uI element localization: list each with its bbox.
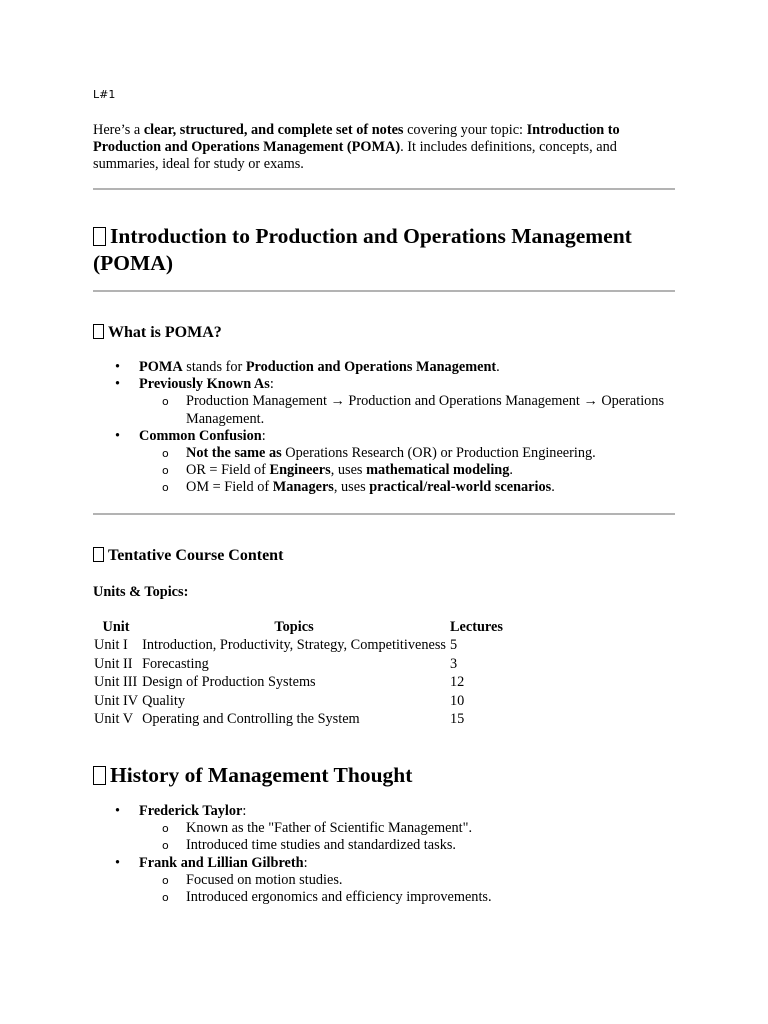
sub-list-item: o Focused on motion studies.: [162, 871, 343, 888]
sub-list-item: o Introduced ergonomics and efficiency improvements.: [162, 889, 492, 906]
list-item: • Frank and Lillian Gilbreth:: [115, 854, 308, 871]
divider: [93, 513, 675, 515]
sub-list-item: o OR = Field of Engineers, uses mathematical modeling.: [162, 462, 513, 479]
col-header-lectures: Lectures: [449, 619, 503, 635]
table-row: Unit IV Quality 10: [94, 692, 465, 709]
table-row: Unit I Introduction, Productivity, Strategy, Competitiveness 5: [94, 637, 458, 654]
table-row: Unit II Forecasting 3: [94, 655, 458, 672]
table-row: Unit V Operating and Controlling the System 15: [94, 711, 465, 728]
missing-glyph-icon: [93, 766, 106, 785]
section-heading-what-is-poma: What is POMA?: [93, 324, 222, 342]
list-item: • Previously Known As:: [115, 376, 274, 393]
sub-list-item: o Production Management → Production and Operations Management → Operations Management.: [162, 393, 665, 427]
units-topics-label: Units & Topics:: [93, 584, 189, 600]
lesson-marker: L#1: [93, 88, 116, 101]
sub-list-item: o Introduced time studies and standardized tasks.: [162, 837, 456, 854]
sub-list-item: o Known as the "Father of Scientific Management".: [162, 820, 473, 837]
sub-list-item: o OM = Field of Managers, uses practical/real-world scenarios.: [162, 479, 555, 496]
list-item: • Common Confusion:: [115, 427, 266, 444]
what-is-list: [93, 359, 675, 497]
missing-glyph-icon: [93, 324, 104, 339]
col-header-unit: Unit: [102, 619, 130, 635]
table-row: Unit III Design of Production Systems 12: [94, 674, 465, 691]
list-item: • Frederick Taylor:: [115, 803, 247, 819]
table-header-row: [92, 618, 505, 636]
missing-glyph-icon: [93, 547, 104, 562]
history-list: [93, 803, 675, 906]
missing-glyph-icon: [93, 227, 106, 246]
intro-paragraph: Here’s a clear, structured, and complete set of notes covering your topic: Introduction to Production and Operations Management (POMA). It includes definitions, concepts, and summaries, ideal for study or exams.: [93, 122, 620, 172]
divider: [93, 188, 675, 190]
course-table: [92, 618, 505, 728]
divider: [93, 290, 675, 292]
sub-list-item: o Not the same as Operations Research (OR) or Production Engineering.: [162, 445, 596, 462]
page-title: Introduction to Production and Operations Management (POMA): [93, 224, 632, 275]
section-heading-history: History of Management Thought: [93, 762, 653, 789]
list-item: • POMA stands for Production and Operations Management.: [115, 359, 500, 375]
col-header-topics: Topics: [274, 619, 314, 635]
section-heading-course-content: Tentative Course Content: [93, 547, 283, 565]
